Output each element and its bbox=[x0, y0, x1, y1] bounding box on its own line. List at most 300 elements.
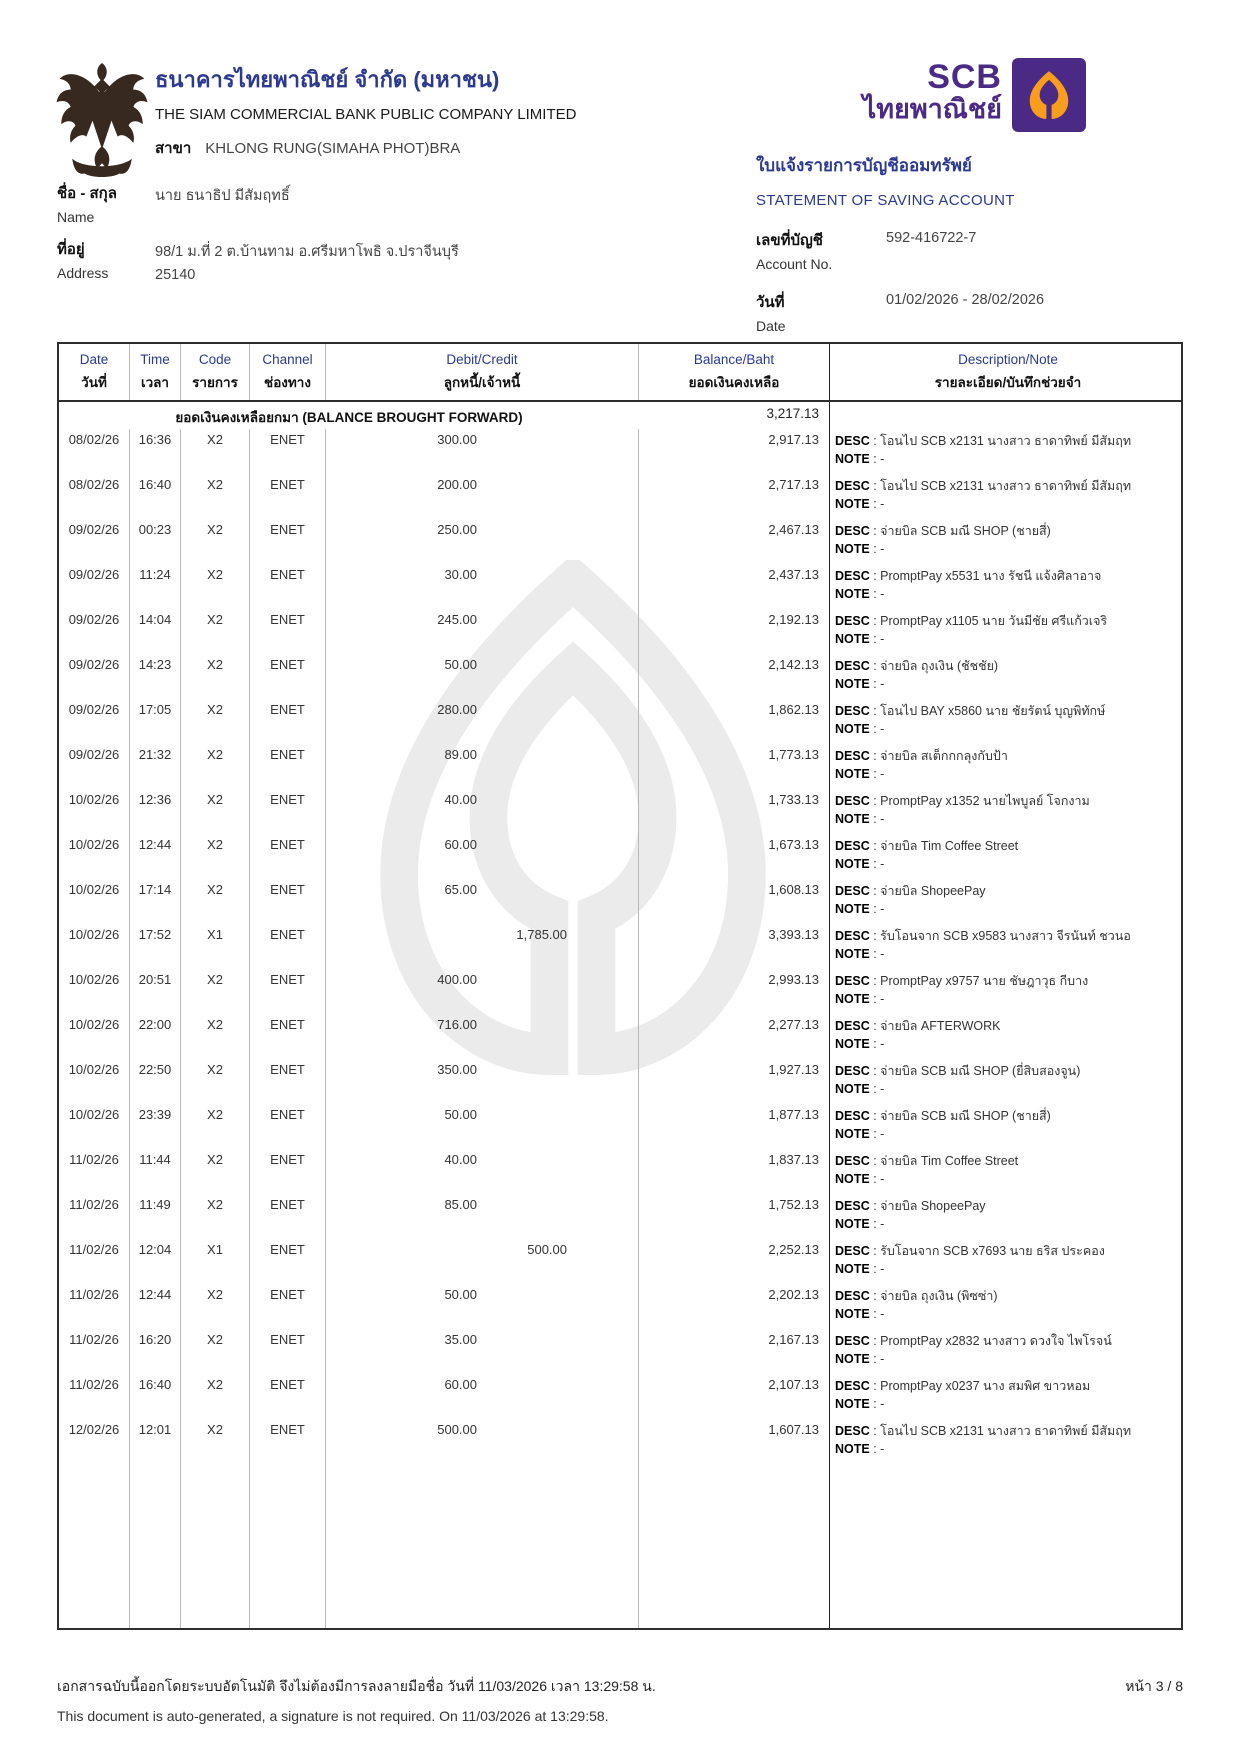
debit-amount: 250.00 bbox=[437, 522, 477, 537]
cell-debit-credit bbox=[326, 474, 639, 519]
cell-code: X2 bbox=[181, 1284, 250, 1329]
account-no: 592-416722-7 bbox=[886, 230, 977, 246]
header-balance-en: Balance/Baht bbox=[693, 351, 775, 367]
desc-line: DESC : จ่ายบิล ShopeePay bbox=[835, 884, 986, 898]
desc-line: DESC : จ่ายบิล ถุงเงิน (พิซซ่า) bbox=[835, 1289, 998, 1303]
cell-date: 11/02/26 bbox=[59, 1239, 130, 1284]
cell-channel: ENET bbox=[250, 1194, 326, 1239]
cell-code: X2 bbox=[181, 879, 250, 924]
cell-date: 09/02/26 bbox=[59, 744, 130, 789]
filler-cell bbox=[326, 1464, 639, 1628]
cell-description bbox=[829, 699, 1181, 744]
desc-line: DESC : จ่ายบิล SCB มณี SHOP (ยี่สิบสองจูน) bbox=[835, 1064, 1081, 1078]
header-date-th: วันที่ bbox=[81, 374, 107, 390]
debit-amount: 350.00 bbox=[437, 1062, 477, 1077]
cell-date: 09/02/26 bbox=[59, 699, 130, 744]
cell-description bbox=[829, 834, 1181, 879]
cell-balance: 3,393.13 bbox=[768, 927, 819, 942]
cell-description bbox=[829, 1104, 1181, 1149]
branch-label: สาขา bbox=[155, 140, 192, 157]
cell-balance: 1,927.13 bbox=[768, 1062, 819, 1077]
cell-debit-credit bbox=[326, 1104, 639, 1149]
cell-date: 08/02/26 bbox=[59, 474, 130, 519]
cell-channel: ENET bbox=[250, 1104, 326, 1149]
cell-debit-credit bbox=[326, 519, 639, 564]
header-date bbox=[59, 344, 130, 400]
note-line: NOTE : - bbox=[835, 1037, 885, 1051]
cell-balance: 1,673.13 bbox=[768, 837, 819, 852]
header-debit-credit bbox=[326, 344, 639, 400]
header-channel bbox=[250, 344, 326, 400]
filler-cell bbox=[59, 1464, 130, 1628]
debit-amount: 30.00 bbox=[444, 567, 477, 582]
cell-date: 11/02/26 bbox=[59, 1329, 130, 1374]
scb-wordmark-en: SCB bbox=[927, 58, 1002, 96]
address-label-en: Address bbox=[57, 265, 109, 281]
cell-date: 10/02/26 bbox=[59, 1014, 130, 1059]
cell-date: 11/02/26 bbox=[59, 1284, 130, 1329]
address-label-th: ที่อยู่ bbox=[57, 241, 85, 258]
header-balance-th: ยอดเงินคงเหลือ bbox=[688, 374, 780, 390]
note-line: NOTE : - bbox=[835, 857, 885, 871]
debit-amount: 89.00 bbox=[444, 747, 477, 762]
note-line: NOTE : - bbox=[835, 587, 885, 601]
address-label-block bbox=[57, 237, 108, 281]
statement-title-en: STATEMENT OF SAVING ACCOUNT bbox=[756, 192, 1015, 209]
cell-time: 11:49 bbox=[130, 1194, 181, 1239]
cell-code: X2 bbox=[181, 789, 250, 834]
note-line: NOTE : - bbox=[835, 1352, 885, 1366]
cell-description bbox=[829, 1194, 1181, 1239]
cell-debit-credit bbox=[326, 429, 639, 474]
scb-wordmark bbox=[790, 60, 1002, 123]
cell-debit-credit bbox=[326, 1059, 639, 1104]
desc-line: DESC : จ่ายบิล SCB มณี SHOP (ชายสี่) bbox=[835, 524, 1051, 538]
note-line: NOTE : - bbox=[835, 992, 885, 1006]
cell-code: X2 bbox=[181, 1014, 250, 1059]
cell-channel: ENET bbox=[250, 519, 326, 564]
cell-channel: ENET bbox=[250, 609, 326, 654]
cell-code: X1 bbox=[181, 1239, 250, 1284]
debit-amount: 280.00 bbox=[437, 702, 477, 717]
transaction-row bbox=[59, 564, 1181, 609]
transaction-row bbox=[59, 1194, 1181, 1239]
debit-amount: 50.00 bbox=[444, 1287, 477, 1302]
cell-balance: 1,608.13 bbox=[768, 882, 819, 897]
cell-time: 12:44 bbox=[130, 1284, 181, 1329]
cell-channel: ENET bbox=[250, 744, 326, 789]
cell-balance: 2,467.13 bbox=[768, 522, 819, 537]
note-line: NOTE : - bbox=[835, 947, 885, 961]
cell-channel: ENET bbox=[250, 1059, 326, 1104]
transaction-row bbox=[59, 609, 1181, 654]
header-time bbox=[130, 344, 181, 400]
desc-line: DESC : จ่ายบิล AFTERWORK bbox=[835, 1019, 1001, 1033]
cell-debit-credit bbox=[326, 1374, 639, 1419]
cell-date: 09/02/26 bbox=[59, 519, 130, 564]
cell-description bbox=[829, 654, 1181, 699]
cell-time: 21:32 bbox=[130, 744, 181, 789]
cell-balance: 1,752.13 bbox=[768, 1197, 819, 1212]
cell-time: 00:23 bbox=[130, 519, 181, 564]
cell-description bbox=[829, 609, 1181, 654]
cell-channel: ENET bbox=[250, 879, 326, 924]
note-line: NOTE : - bbox=[835, 812, 885, 826]
debit-amount: 60.00 bbox=[444, 837, 477, 852]
desc-line: DESC : รับโอนจาก SCB x7693 นาย ธริส ประคอง bbox=[835, 1244, 1105, 1258]
debit-amount: 40.00 bbox=[444, 792, 477, 807]
debit-amount: 60.00 bbox=[444, 1377, 477, 1392]
bank-name-th: ธนาคารไทยพาณิชย์ จำกัด (มหาชน) bbox=[155, 67, 500, 92]
cell-debit-credit bbox=[326, 1284, 639, 1329]
garuda-emblem bbox=[55, 56, 149, 186]
cell-balance: 2,252.13 bbox=[768, 1242, 819, 1257]
cell-date: 12/02/26 bbox=[59, 1419, 130, 1464]
debit-amount: 65.00 bbox=[444, 882, 477, 897]
cell-code: X2 bbox=[181, 1149, 250, 1194]
cell-date: 08/02/26 bbox=[59, 429, 130, 474]
header-code-en: Code bbox=[198, 351, 232, 367]
cell-balance: 2,107.13 bbox=[768, 1377, 819, 1392]
desc-line: DESC : โอนไป BAY x5860 นาย ชัยรัตน์ บุญพิทักษ์ bbox=[835, 704, 1106, 718]
cell-channel: ENET bbox=[250, 1239, 326, 1284]
date-label-th: วันที่ bbox=[756, 294, 785, 311]
transaction-row bbox=[59, 519, 1181, 564]
transaction-row bbox=[59, 1014, 1181, 1059]
cell-balance: 2,717.13 bbox=[768, 477, 819, 492]
cell-description bbox=[829, 1239, 1181, 1284]
table-filler-row bbox=[59, 1464, 1181, 1628]
cell-code: X2 bbox=[181, 744, 250, 789]
cell-balance: 2,917.13 bbox=[768, 432, 819, 447]
cell-channel: ENET bbox=[250, 969, 326, 1014]
cell-time: 23:39 bbox=[130, 1104, 181, 1149]
transaction-row bbox=[59, 654, 1181, 699]
cell-code: X2 bbox=[181, 1329, 250, 1374]
cell-balance: 1,607.13 bbox=[768, 1422, 819, 1437]
note-line: NOTE : - bbox=[835, 767, 885, 781]
desc-line: DESC : โอนไป SCB x2131 นางสาว ธาดาทิพย์ มีสัมฤท bbox=[835, 434, 1132, 448]
debit-amount: 716.00 bbox=[437, 1017, 477, 1032]
cell-date: 11/02/26 bbox=[59, 1194, 130, 1239]
transaction-row bbox=[59, 1374, 1181, 1419]
filler-cell bbox=[639, 1464, 829, 1628]
transaction-row bbox=[59, 1239, 1181, 1284]
header-code-th: รายการ bbox=[192, 374, 238, 390]
cell-description bbox=[829, 924, 1181, 969]
desc-line: DESC : จ่ายบิล สเต็กกกลุงกับป้า bbox=[835, 749, 1008, 763]
cell-time: 12:01 bbox=[130, 1419, 181, 1464]
cell-code: X2 bbox=[181, 834, 250, 879]
cell-channel: ENET bbox=[250, 1374, 326, 1419]
cell-code: X2 bbox=[181, 969, 250, 1014]
cell-debit-credit bbox=[326, 924, 639, 969]
cell-time: 12:36 bbox=[130, 789, 181, 834]
cell-debit-credit bbox=[326, 879, 639, 924]
cell-channel: ENET bbox=[250, 699, 326, 744]
transaction-row bbox=[59, 1149, 1181, 1194]
footer-note-th: เอกสารฉบับนี้ออกโดยระบบอัตโนมัติ จึงไม่ต้องมีการลงลายมือชื่อ วันที่ 11/03/2026 เวลา 13:29:58 น. bbox=[57, 1678, 656, 1694]
scb-wordmark-th: ไทยพาณิชย์ bbox=[862, 94, 1002, 124]
account-label-en: Account No. bbox=[756, 256, 833, 272]
desc-line: DESC : PromptPay x1352 นายไพบูลย์ โจกงาม bbox=[835, 794, 1090, 808]
cell-code: X2 bbox=[181, 699, 250, 744]
cell-date: 09/02/26 bbox=[59, 654, 130, 699]
header-code bbox=[181, 344, 250, 400]
desc-line: DESC : จ่ายบิล ถุงเงิน (ชัชชัย) bbox=[835, 659, 999, 673]
cell-channel: ENET bbox=[250, 1149, 326, 1194]
transaction-row bbox=[59, 429, 1181, 474]
cell-debit-credit bbox=[326, 1329, 639, 1374]
desc-line: DESC : PromptPay x9757 นาย ชัษฎาวุธ กีบาง bbox=[835, 974, 1089, 988]
cell-debit-credit bbox=[326, 969, 639, 1014]
cell-debit-credit bbox=[326, 699, 639, 744]
header-date-en: Date bbox=[79, 351, 109, 367]
cell-code: X2 bbox=[181, 474, 250, 519]
cell-channel: ENET bbox=[250, 1419, 326, 1464]
cell-date: 10/02/26 bbox=[59, 924, 130, 969]
transaction-row bbox=[59, 834, 1181, 879]
transaction-row bbox=[59, 744, 1181, 789]
cell-date: 10/02/26 bbox=[59, 789, 130, 834]
cell-channel: ENET bbox=[250, 474, 326, 519]
filler-cell bbox=[130, 1464, 181, 1628]
cell-description bbox=[829, 1329, 1181, 1374]
cell-debit-credit bbox=[326, 1149, 639, 1194]
transaction-row bbox=[59, 1329, 1181, 1374]
footer-note-en: This document is auto-generated, a signature is not required. On 11/03/2026 at 13:29:58. bbox=[57, 1708, 609, 1724]
cell-description bbox=[829, 1374, 1181, 1419]
note-line: NOTE : - bbox=[835, 722, 885, 736]
desc-line: DESC : PromptPay x0237 นาง สมพิศ ขาวหอม bbox=[835, 1379, 1091, 1393]
cell-description bbox=[829, 519, 1181, 564]
cell-balance: 2,167.13 bbox=[768, 1332, 819, 1347]
name-label-block bbox=[57, 181, 117, 225]
name-label-en: Name bbox=[57, 209, 95, 225]
cell-debit-credit bbox=[326, 1239, 639, 1284]
cell-code: X2 bbox=[181, 1104, 250, 1149]
transactions-table bbox=[57, 342, 1183, 1630]
desc-line: DESC : จ่ายบิล Tim Coffee Street bbox=[835, 1154, 1019, 1168]
note-line: NOTE : - bbox=[835, 1082, 885, 1096]
cell-debit-credit bbox=[326, 834, 639, 879]
cell-code: X2 bbox=[181, 429, 250, 474]
header-description-en: Description/Note bbox=[958, 351, 1058, 367]
cell-time: 14:04 bbox=[130, 609, 181, 654]
desc-line: DESC : รับโอนจาก SCB x9583 นางสาว จีรนันท์ ชวนอ bbox=[835, 929, 1131, 943]
cell-channel: ENET bbox=[250, 429, 326, 474]
note-line: NOTE : - bbox=[835, 1217, 885, 1231]
cell-time: 12:04 bbox=[130, 1239, 181, 1284]
header-debit-credit-th: ลูกหนี้/เจ้าหนี้ bbox=[443, 374, 521, 390]
cell-code: X2 bbox=[181, 564, 250, 609]
debit-amount: 500.00 bbox=[437, 1422, 477, 1437]
note-line: NOTE : - bbox=[835, 1172, 885, 1186]
header-time-en: Time bbox=[140, 351, 170, 367]
cell-code: X2 bbox=[181, 1374, 250, 1419]
cell-time: 22:50 bbox=[130, 1059, 181, 1104]
cell-debit-credit bbox=[326, 1419, 639, 1464]
cell-balance: 2,192.13 bbox=[768, 612, 819, 627]
cell-code: X1 bbox=[181, 924, 250, 969]
desc-line: DESC : PromptPay x5531 นาง รัชนี แจ้งศิลาอาจ bbox=[835, 569, 1102, 583]
name-label-th: ชื่อ - สกุล bbox=[57, 185, 117, 202]
desc-line: DESC : จ่ายบิล ShopeePay bbox=[835, 1199, 986, 1213]
cell-balance: 2,142.13 bbox=[768, 657, 819, 672]
cell-time: 12:44 bbox=[130, 834, 181, 879]
cell-balance: 1,877.13 bbox=[768, 1107, 819, 1122]
cell-description bbox=[829, 1419, 1181, 1464]
desc-line: DESC : โอนไป SCB x2131 นางสาว ธาดาทิพย์ มีสัมฤท bbox=[835, 479, 1132, 493]
cell-description bbox=[829, 789, 1181, 834]
cell-time: 20:51 bbox=[130, 969, 181, 1014]
transaction-row bbox=[59, 1059, 1181, 1104]
debit-amount: 245.00 bbox=[437, 612, 477, 627]
scb-logo bbox=[1012, 58, 1086, 132]
cell-description bbox=[829, 1149, 1181, 1194]
account-label-th: เลขที่บัญชี bbox=[756, 232, 823, 249]
cell-description bbox=[829, 879, 1181, 924]
cell-balance: 2,993.13 bbox=[768, 972, 819, 987]
cell-date: 10/02/26 bbox=[59, 1104, 130, 1149]
header-time-th: เวลา bbox=[140, 374, 170, 390]
table-header-row bbox=[59, 344, 1181, 402]
note-line: NOTE : - bbox=[835, 452, 885, 466]
desc-line: DESC : PromptPay x2832 นางสาว ดวงใจ ไพโรจน์ bbox=[835, 1334, 1112, 1348]
customer-address-line1: 98/1 ม.ที่ 2 ต.บ้านทาม อ.ศรีมหาโพธิ จ.ปราจีนบุรี bbox=[155, 244, 459, 260]
cell-code: X2 bbox=[181, 654, 250, 699]
credit-amount: 1,785.00 bbox=[516, 927, 567, 942]
balance-brought-forward-label: ยอดเงินคงเหลือยกมา (BALANCE BROUGHT FORWARD) bbox=[175, 410, 523, 425]
cell-channel: ENET bbox=[250, 789, 326, 834]
cell-description bbox=[829, 1284, 1181, 1329]
customer-address-line2: 25140 bbox=[155, 267, 196, 283]
balance-brought-forward-desc bbox=[829, 402, 1181, 429]
balance-brought-forward-amount: 3,217.13 bbox=[766, 406, 819, 421]
cell-time: 16:40 bbox=[130, 1374, 181, 1419]
transaction-row bbox=[59, 1284, 1181, 1329]
cell-description bbox=[829, 969, 1181, 1014]
cell-balance: 1,733.13 bbox=[768, 792, 819, 807]
cell-debit-credit bbox=[326, 564, 639, 609]
date-label-block bbox=[756, 290, 786, 334]
bank-header bbox=[155, 62, 576, 160]
cell-date: 11/02/26 bbox=[59, 1374, 130, 1419]
header-channel-en: Channel bbox=[262, 351, 313, 367]
note-line: NOTE : - bbox=[835, 902, 885, 916]
cell-channel: ENET bbox=[250, 654, 326, 699]
desc-line: DESC : PromptPay x1105 นาย วันมีชัย ศรีแก้วเจริ bbox=[835, 614, 1108, 628]
cell-balance: 1,837.13 bbox=[768, 1152, 819, 1167]
transaction-row bbox=[59, 1104, 1181, 1149]
date-label-en: Date bbox=[756, 318, 786, 334]
note-line: NOTE : - bbox=[835, 542, 885, 556]
header-description bbox=[829, 344, 1181, 400]
filler-cell bbox=[829, 1464, 1181, 1628]
transaction-row bbox=[59, 924, 1181, 969]
cell-time: 14:23 bbox=[130, 654, 181, 699]
transaction-row bbox=[59, 699, 1181, 744]
cell-date: 10/02/26 bbox=[59, 969, 130, 1014]
scb-logo-box bbox=[1012, 58, 1086, 132]
transaction-row bbox=[59, 1419, 1181, 1464]
balance-brought-forward-row bbox=[59, 402, 1181, 429]
debit-amount: 35.00 bbox=[444, 1332, 477, 1347]
cell-channel: ENET bbox=[250, 1014, 326, 1059]
note-line: NOTE : - bbox=[835, 1442, 885, 1456]
cell-time: 16:20 bbox=[130, 1329, 181, 1374]
debit-amount: 40.00 bbox=[444, 1152, 477, 1167]
header-balance bbox=[639, 344, 829, 400]
cell-channel: ENET bbox=[250, 1284, 326, 1329]
note-line: NOTE : - bbox=[835, 1127, 885, 1141]
bank-name-en: THE SIAM COMMERCIAL BANK PUBLIC COMPANY LIMITED bbox=[155, 106, 577, 123]
cell-code: X2 bbox=[181, 519, 250, 564]
table-body bbox=[59, 429, 1181, 1464]
account-label-block bbox=[756, 228, 832, 272]
cell-date: 10/02/26 bbox=[59, 834, 130, 879]
cell-code: X2 bbox=[181, 1194, 250, 1239]
branch-value: KHLONG RUNG(SIMAHA PHOT)BRA bbox=[205, 140, 461, 157]
desc-line: DESC : โอนไป SCB x2131 นางสาว ธาดาทิพย์ มีสัมฤท bbox=[835, 1424, 1132, 1438]
cell-debit-credit bbox=[326, 1014, 639, 1059]
transaction-row bbox=[59, 789, 1181, 834]
debit-amount: 300.00 bbox=[437, 432, 477, 447]
cell-code: X2 bbox=[181, 1059, 250, 1104]
note-line: NOTE : - bbox=[835, 1262, 885, 1276]
note-line: NOTE : - bbox=[835, 632, 885, 646]
statement-title-th: ใบแจ้งรายการบัญชีออมทรัพย์ bbox=[756, 156, 972, 175]
transaction-row bbox=[59, 969, 1181, 1014]
cell-date: 09/02/26 bbox=[59, 609, 130, 654]
note-line: NOTE : - bbox=[835, 1307, 885, 1321]
cell-code: X2 bbox=[181, 609, 250, 654]
cell-code: X2 bbox=[181, 1419, 250, 1464]
cell-description bbox=[829, 564, 1181, 609]
cell-balance: 1,862.13 bbox=[768, 702, 819, 717]
cell-time: 22:00 bbox=[130, 1014, 181, 1059]
cell-time: 17:14 bbox=[130, 879, 181, 924]
cell-date: 09/02/26 bbox=[59, 564, 130, 609]
cell-time: 16:40 bbox=[130, 474, 181, 519]
filler-cell bbox=[250, 1464, 326, 1628]
note-line: NOTE : - bbox=[835, 677, 885, 691]
cell-description bbox=[829, 474, 1181, 519]
header-channel-th: ช่องทาง bbox=[264, 374, 311, 390]
cell-description bbox=[829, 429, 1181, 474]
cell-date: 10/02/26 bbox=[59, 879, 130, 924]
cell-debit-credit bbox=[326, 789, 639, 834]
credit-amount: 500.00 bbox=[527, 1242, 567, 1257]
cell-time: 11:24 bbox=[130, 564, 181, 609]
cell-time: 11:44 bbox=[130, 1149, 181, 1194]
cell-balance: 2,202.13 bbox=[768, 1287, 819, 1302]
cell-channel: ENET bbox=[250, 924, 326, 969]
header-debit-credit-en: Debit/Credit bbox=[446, 351, 518, 367]
desc-line: DESC : จ่ายบิล Tim Coffee Street bbox=[835, 839, 1019, 853]
debit-amount: 200.00 bbox=[437, 477, 477, 492]
header-description-th: รายละเอียด/บันทึกช่วยจำ bbox=[934, 374, 1082, 390]
cell-time: 17:05 bbox=[130, 699, 181, 744]
branch-line bbox=[155, 136, 576, 160]
cell-description bbox=[829, 1014, 1181, 1059]
debit-amount: 50.00 bbox=[444, 1107, 477, 1122]
debit-amount: 50.00 bbox=[444, 657, 477, 672]
note-line: NOTE : - bbox=[835, 497, 885, 511]
transaction-row bbox=[59, 879, 1181, 924]
cell-balance: 2,277.13 bbox=[768, 1017, 819, 1032]
cell-description bbox=[829, 1059, 1181, 1104]
